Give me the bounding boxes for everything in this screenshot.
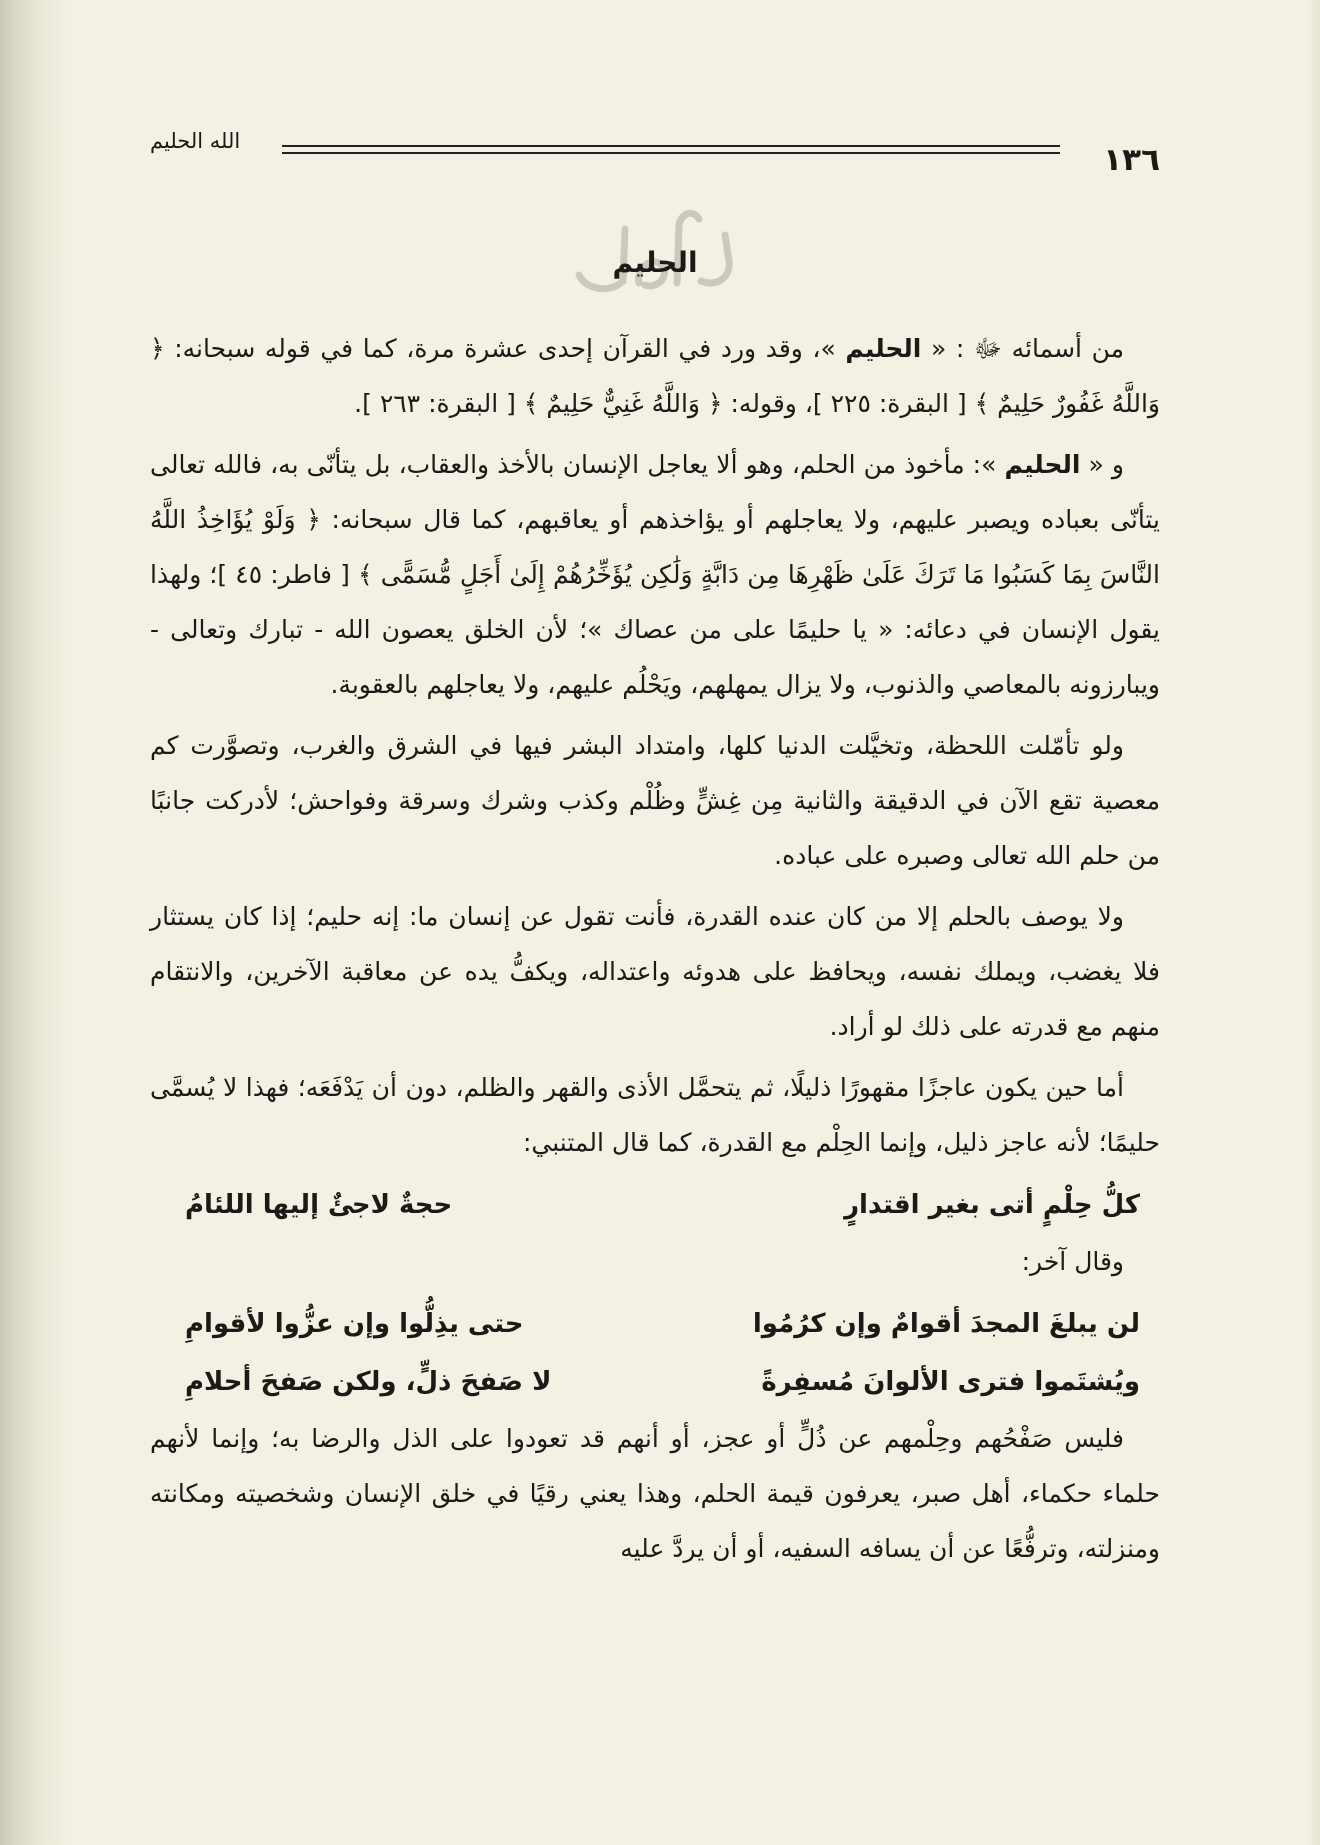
paragraph-4: ولا يوصف بالحلم إلا من كان عنده القدرة، فأنت تقول عن إنسان ما: إنه حليم؛ إذا كان يستثار فلا يغضب، ويملك نفسه، ويحافظ على هدوئه واعتداله، ويكفُّ يده عن معاقبة الآخرين، والانتقام منهم مع قدرته على ذلك لو أراد. xyxy=(150,902,1160,1041)
poem-2-verse-1-first-hemistich: لن يبلغَ المجدَ أقوامٌ وإن كرُمُوا xyxy=(752,1309,1140,1339)
paragraph-2 xyxy=(150,437,1160,712)
paragraph-1-text: »، وقد ورد في القرآن إحدى عشرة مرة، كما في قوله سبحانه: ﴿ وَاللَّهُ غَفُورٌ حَلِيمٌ ﴾ [ البقرة: ٢٢٥ ]، وقوله: ﴿ وَاللَّهُ غَنِيٌّ حَلِيمٌ ﴾ [ البقرة: ٢٦٣ ]. xyxy=(150,334,1160,418)
closing-paragraph: فليس صَفْحُهم وحِلْمهم عن ذُلٍّ أو عجز، أو أنهم قد تعودوا على الذل والرضا به؛ وإنما لأنهم حلماء حكماء، أهل صبر، يعرفون قيمة الحلم، وهذا يعني رقيًا في خلق الإنسان وشخصيته ومكانته ومنزلته، وترفُّعًا عن أن يسافه السفيه، أو أن يردَّ عليه xyxy=(150,1424,1160,1563)
page-edge xyxy=(1306,0,1320,1845)
poem-2-verse-2-second-hemistich: لا صَفحَ ذلٍّ، ولكن صَفحَ أحلامِ xyxy=(185,1367,552,1397)
paragraph-1-lead: من أسمائه ﷻ : « xyxy=(921,334,1125,363)
section-title: الحليم xyxy=(612,246,698,279)
paragraph-2-text: »: مأخوذ من الحلم، وهو ألا يعاجل الإنسان بالأخذ والعقاب، بل يتأنّى به، فالله تعالى يتأنّى بعباده ويصبر عليهم، ولا يعاجلهم أو يؤاخذهم أو يعاقبهم، كما قال سبحانه: ﴿ وَلَوْ يُؤَاخِذُ اللَّهُ النَّاسَ بِمَا كَسَبُوا مَا تَرَكَ عَلَىٰ ظَهْرِهَا مِن دَابَّةٍ وَلَٰكِن يُؤَخِّرُهُمْ إِلَىٰ أَجَلٍ مُّسَمًّى ﴾ [ فاطر: ٤٥ ]؛ ولهذا يقول الإنسان في دعائه: « يا حليمًا على من عصاك »؛ لأن الخلق يعصون الله - تبارك وتعالى - ويبارزونه بالمعاصي والذنوب، ولا يزال يمهلهم، ويَحْلُم عليهم، ولا يعاجلهم بالعقوبة. xyxy=(150,450,1160,699)
poem-1-verse xyxy=(150,1176,1160,1234)
book-spine-shadow xyxy=(0,0,70,1845)
poem-2-verse-1 xyxy=(150,1295,1160,1353)
poem-1-second-hemistich: حجةٌ لاجئٌ إليها اللئامُ xyxy=(185,1190,453,1220)
paragraph-2-keyword: الحليم xyxy=(1004,450,1081,479)
running-title: الله الحليم xyxy=(150,129,241,153)
header-rule xyxy=(282,145,1060,154)
book-page xyxy=(150,105,1160,1582)
section-title-block xyxy=(150,217,1160,303)
poem-1-first-hemistich: كلُّ حِلْمٍ أتى بغير اقتدارٍ xyxy=(844,1190,1140,1220)
paragraph-1-keyword: الحليم xyxy=(845,334,922,363)
paragraph-2-lead: و « xyxy=(1080,450,1125,479)
paragraph-3: ولو تأمّلت اللحظة، وتخيَّلت الدنيا كلها، وامتداد البشر فيها في الشرق والغرب، وتصوَّرت كم معصية تقع الآن في الدقيقة والثانية مِن غِشٍّ وظُلْم وكذب وشرك وسرقة وفواحش؛ لأدركت جانبًا من حلم الله تعالى وصبره على عباده. xyxy=(150,731,1160,870)
poem-2-verse-1-second-hemistich: حتى يذِلُّوا وإن عزُّوا لأقوامِ xyxy=(185,1309,524,1339)
poem-2-verse-2 xyxy=(150,1353,1160,1411)
paragraph-5: أما حين يكون عاجزًا مقهورًا ذليلًا، ثم يتحمَّل الأذى والقهر والظلم، دون أن يَدْفَعَه؛ فهذا لا يُسمَّى حليمًا؛ لأنه عاجز ذليل، وإنما الحِلْم مع القدرة، كما قال المتنبي: xyxy=(150,1073,1160,1157)
paragraph-1 xyxy=(150,321,1160,431)
page-number: ١٣٦ xyxy=(1103,142,1160,178)
poem-2-verse-2-first-hemistich: ويُشتَموا فترى الألوانَ مُسفِرةً xyxy=(761,1367,1140,1397)
other-poet-intro: وقال آخر: xyxy=(1021,1247,1124,1276)
page-header xyxy=(150,105,1160,181)
